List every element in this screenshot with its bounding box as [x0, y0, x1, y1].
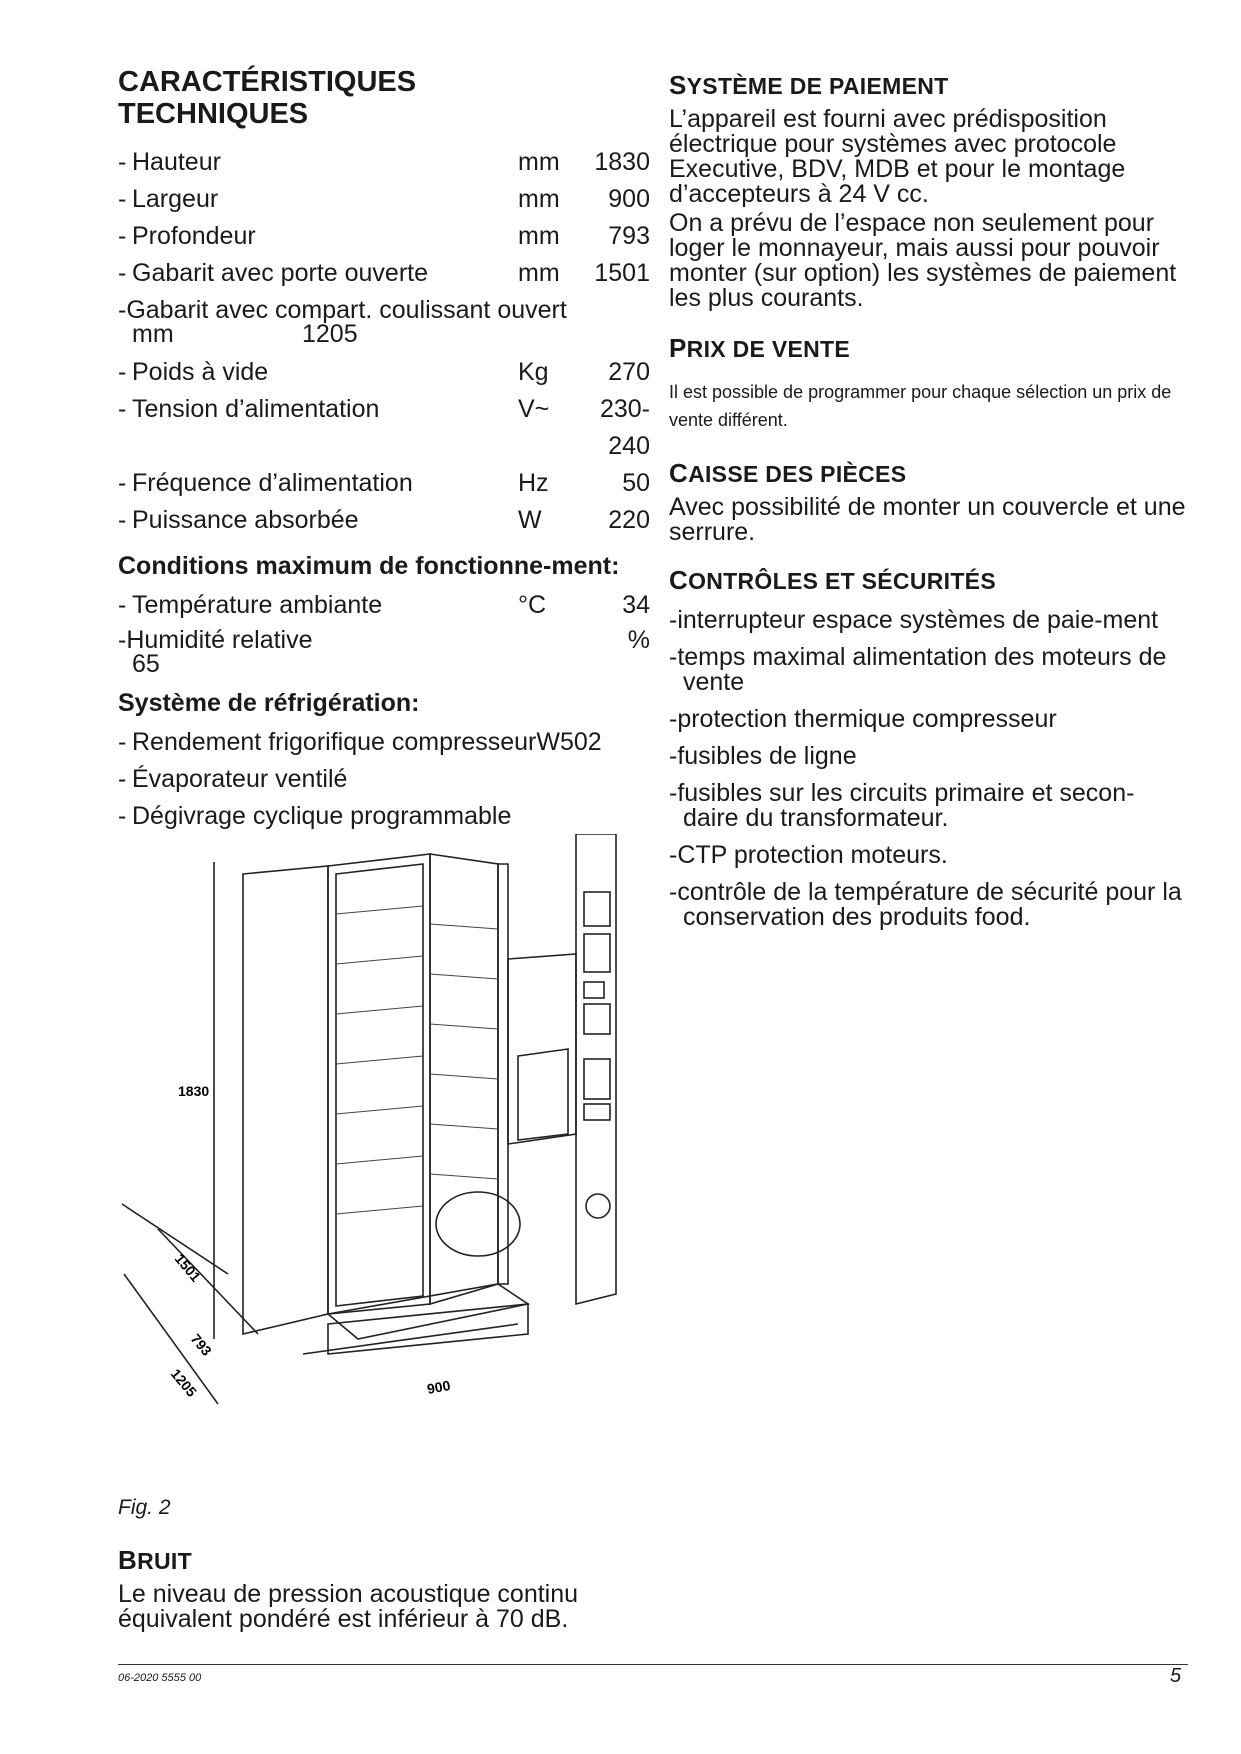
paiement-paragraph-1: L’appareil est fourni avec prédisposition électrique pour systèmes avec protocole Executive, BDV, MDB et pour le montage d’accepteurs à 24 V cc. [669, 105, 1126, 208]
bruit-title: BRUIT [118, 1545, 192, 1575]
spec-label: Fréquence d’alimentation [132, 469, 413, 497]
caisse-text: Avec possibilité de monter un couvercle et une serrure. [669, 493, 1186, 546]
vending-machine-drawing [118, 834, 646, 1414]
footer-doc-code: 06-2020 5555 00 [118, 1672, 202, 1684]
spec-value: 900 [608, 185, 650, 213]
list-item: -fusibles de ligne [669, 742, 857, 770]
spec-label: Hauteur [132, 148, 221, 176]
section-title-caracteristiques [118, 66, 650, 130]
left-column [118, 66, 650, 835]
dim-label-height: 1830 [178, 1083, 210, 1099]
spec-value: 220 [608, 506, 650, 534]
spec-row: - Gabarit avec porte ouverte mm 1501 [118, 255, 650, 292]
spec-unit: mm [518, 185, 560, 213]
spec-row: - Température ambiante °C 34 [118, 587, 650, 624]
spec-unit: Kg [518, 358, 549, 386]
coin-slot-icon [586, 1194, 610, 1218]
spec-label: Tension d’alimentation [132, 395, 380, 423]
list-item: -fusibles sur les circuits primaire et secon-daire du transformateur. [669, 779, 1135, 832]
refrig-item: - Rendement frigorifique compresseurW502 [118, 728, 602, 756]
spec-list [118, 144, 650, 539]
cabinet-side-panel [243, 866, 328, 1334]
spec-unit: W [518, 506, 542, 534]
spec-label: Puissance absorbée [132, 506, 359, 534]
spec-row: - Hauteur mm 1830 [118, 144, 650, 181]
interior [430, 854, 498, 1304]
spec-value: 50 [622, 469, 650, 497]
spec-label: Poids à vide [132, 358, 269, 386]
prix-title: PRIX DE VENTE [669, 333, 851, 363]
spec-label: Gabarit avec porte ouverte [132, 259, 428, 287]
refrig-title: Système de réfrigération: [118, 689, 420, 717]
spec-row: - Largeur mm 900 [118, 181, 650, 218]
spec-value: 1830 [594, 148, 650, 176]
dim-label-drawer: 1205 [167, 1365, 200, 1400]
spec-unit: mm [518, 259, 560, 287]
bruit-section [118, 1545, 658, 1632]
caisse-title: CAISSE DES PIÈCES [669, 458, 907, 488]
spec-unit: mm [518, 148, 560, 176]
spec-unit: % [627, 626, 650, 654]
spec-row: - Puissance absorbée W 220 [118, 502, 650, 539]
spec-label: Largeur [132, 185, 219, 213]
spec-label: Profondeur [132, 222, 256, 250]
paiement-title: SYSTÈME DE PAIEMENT [669, 70, 949, 100]
bruit-text: Le niveau de pression acoustique continu équivalent pondéré est inférieur à 70 dB. [118, 1580, 579, 1633]
spec-row: - Poids à vide Kg 270 [118, 354, 650, 391]
prix-text: Il est possible de programmer pour chaque sélection un prix de vente différent. [669, 382, 1172, 430]
spec-unit: mm [518, 222, 560, 250]
spec-row-gabarit-drawer: -Gabarit avec compart. coulissant ouvert mm 1205 [118, 296, 567, 348]
figure-caption: Fig. 2 [118, 1496, 171, 1519]
footer-divider [118, 1664, 1188, 1665]
spec-label: Température ambiante [132, 591, 383, 619]
title-line-2: TECHNIQUES [118, 98, 309, 130]
dim-label-depth: 793 [187, 1330, 215, 1359]
right-column [669, 70, 1189, 942]
spec-row-humidity: -Humidité relative % 65 [118, 626, 650, 678]
controles-title: CONTRÔLES ET SÉCURITÉS [669, 565, 996, 595]
spiral-shelves [336, 906, 498, 1214]
spec-value: 65 [132, 650, 160, 678]
list-item: -protection thermique compresseur [669, 705, 1057, 733]
refrig-item: - Dégivrage cyclique programmable [118, 802, 512, 830]
spec-value: 230-240 [599, 395, 650, 460]
spec-row: - Profondeur mm 793 [118, 218, 650, 255]
spec-label: Humidité relative [126, 626, 313, 654]
list-item: -contrôle de la température de sécurité pour la conservation des produits food. [669, 878, 1182, 931]
spec-value: 793 [608, 222, 650, 250]
conditions-title: Conditions maximum de fonctionne-ment: [118, 552, 620, 580]
dim-label-open-door: 1501 [171, 1250, 204, 1285]
vending-machine-figure [118, 834, 646, 1414]
spec-unit: mm [132, 320, 174, 348]
spec-value: 270 [608, 358, 650, 386]
paiement-paragraph-2: On a prévu de l’espace non seulement pour loger le monnayeur, mais aussi pour pouvoir monter (sur option) les systèmes de paiement les plus courants. [669, 209, 1177, 312]
spec-value: 1205 [302, 320, 358, 348]
spec-value: 1501 [594, 259, 650, 287]
glass-door [328, 854, 430, 1314]
spec-unit: V~ [518, 395, 550, 423]
spec-row: - Fréquence d’alimentation Hz 50 [118, 465, 650, 502]
list-item: -temps maximal alimentation des moteurs de vente [669, 643, 1167, 696]
list-item: -interrupteur espace systèmes de paie-ment [669, 606, 1159, 634]
controles-list [669, 608, 1189, 930]
spec-label: Gabarit avec compart. coulissant ouvert [126, 296, 567, 324]
refrig-item: - Évaporateur ventilé [118, 765, 348, 793]
title-line-1: CARACTÉRISTIQUES [118, 66, 417, 98]
dim-label-width: 900 [425, 1377, 452, 1397]
page-number: 5 [1170, 1665, 1182, 1687]
spec-row: - Tension d’alimentation V~ 230-240 [118, 391, 650, 465]
list-item: -CTP protection moteurs. [669, 841, 948, 869]
spec-value: 34 [622, 591, 650, 619]
spec-unit: °C [518, 591, 547, 619]
spec-unit: Hz [518, 469, 549, 497]
